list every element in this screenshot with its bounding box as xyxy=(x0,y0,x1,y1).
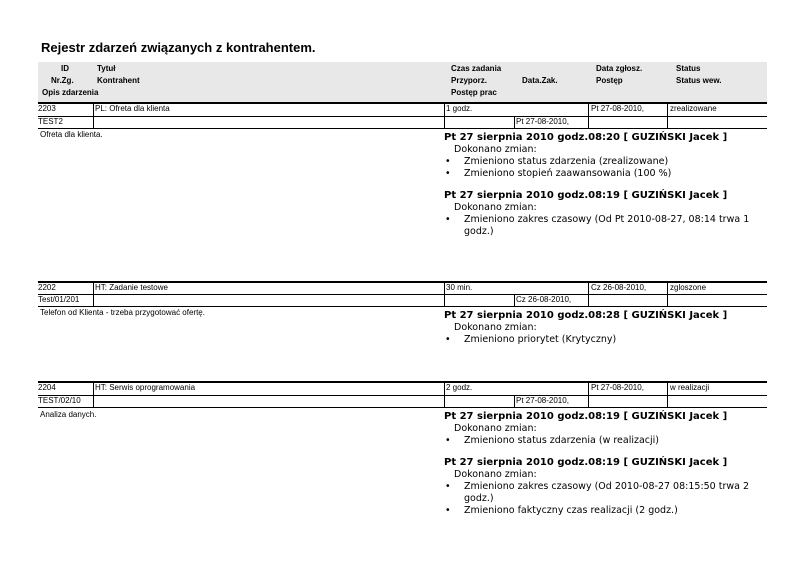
log-change: • Zmieniono status zdarzenia (zrealizowane) xyxy=(445,156,669,167)
bullet-icon: • xyxy=(445,214,451,225)
header-nr-zg: Nr.Zg. xyxy=(51,76,74,85)
record-nr: Test/01/201 xyxy=(38,295,80,304)
header-id: ID xyxy=(61,64,69,73)
log-entry-header: Pt 27 sierpnia 2010 godz.08:19 [ GUZIŃSKI Jacek ] xyxy=(444,411,728,422)
log-entry-subtitle: Dokonano zmian: xyxy=(454,469,537,480)
log-change: • Zmieniono zakres czasowy (Od 2010-08-27 08:15:50 trwa 2 godz.) xyxy=(445,481,750,504)
header-czas-zadania: Czas zadania xyxy=(451,64,502,73)
log-change: • Zmieniono faktyczny czas realizacji (2 godz.) xyxy=(445,505,678,516)
change-log xyxy=(444,131,764,247)
header-status: Status xyxy=(676,64,701,73)
record-completed-alt: Pt 27-08-2010, xyxy=(516,396,569,405)
header-status-wew: Status wew. xyxy=(676,76,722,85)
log-entry xyxy=(444,456,764,517)
header-przyporz: Przyporz. xyxy=(451,76,488,85)
bullet-icon: • xyxy=(445,334,451,345)
bullet-icon: • xyxy=(445,156,451,167)
bullet-icon: • xyxy=(445,168,451,179)
log-entry xyxy=(444,131,764,180)
record-title: PL: Ofreta dla klienta xyxy=(95,104,170,113)
table-header xyxy=(38,62,767,102)
log-entry-subtitle: Dokonano zmian: xyxy=(454,202,537,213)
log-change: • Zmieniono zakres czasowy (Od Pt 2010-08-27, 08:14 trwa 1 godz.) xyxy=(445,214,750,237)
log-entry xyxy=(444,410,764,447)
log-entry-subtitle: Dokonano zmian: xyxy=(454,322,537,333)
record-description: Analiza danych. xyxy=(40,410,97,419)
log-entry-subtitle: Dokonano zmian: xyxy=(454,423,537,434)
record-id: 2204 xyxy=(38,383,56,392)
record-id: 2202 xyxy=(38,283,56,292)
header-postep-prac: Postęp prac xyxy=(451,88,497,97)
record-reported: Cz 26-08-2010, xyxy=(591,283,647,292)
log-entry xyxy=(444,309,764,346)
record-reported: Pt 27-08-2010, xyxy=(591,383,644,392)
header-kontrahent: Kontrahent xyxy=(97,76,140,85)
header-postep: Postęp xyxy=(596,76,623,85)
bullet-icon: • xyxy=(445,435,451,446)
record-reported: Pt 27-08-2010, xyxy=(591,104,644,113)
record-title: HT: Serwis oprogramowania xyxy=(95,383,196,392)
record-id: 2203 xyxy=(38,104,56,113)
bullet-icon: • xyxy=(445,505,451,516)
record-status: zrealizowane xyxy=(670,104,717,113)
header-data-zglosz: Data zgłosz. xyxy=(596,64,643,73)
change-log xyxy=(444,309,764,355)
header-opis: Opis zdarzenia xyxy=(42,88,99,97)
record-time: 1 godz. xyxy=(446,104,473,113)
record-time: 30 min. xyxy=(446,283,473,292)
header-tytul: Tytuł xyxy=(97,64,116,73)
header-data-zak: Data.Zak. xyxy=(522,76,558,85)
record-nr: TEST/02/10 xyxy=(38,396,81,405)
log-entry-header: Pt 27 sierpnia 2010 godz.08:19 [ GUZIŃSKI Jacek ] xyxy=(444,190,728,201)
log-entry-subtitle: Dokonano zmian: xyxy=(454,144,537,155)
log-change: • Zmieniono status zdarzenia (w realizacji) xyxy=(445,435,660,446)
log-change: • Zmieniono priorytet (Krytyczny) xyxy=(445,334,617,345)
record-completed-alt: Cz 26-08-2010, xyxy=(516,295,572,304)
log-entry-header: Pt 27 sierpnia 2010 godz.08:28 [ GUZIŃSKI Jacek ] xyxy=(444,310,728,321)
record-description: Telefon od Klienta - trzeba przygotować ofertę. xyxy=(40,308,205,317)
log-entry xyxy=(444,189,764,238)
record-description: Ofreta dla klienta. xyxy=(40,130,103,139)
record-nr: TEST2 xyxy=(38,117,63,126)
log-entry-header: Pt 27 sierpnia 2010 godz.08:19 [ GUZIŃSKI Jacek ] xyxy=(444,457,728,468)
record-title: HT: Zadanie testowe xyxy=(95,283,168,292)
record-completed: Pt 27-08-2010, xyxy=(516,117,569,126)
record-status: zgloszone xyxy=(670,283,707,292)
log-entry-header: Pt 27 sierpnia 2010 godz.08:20 [ GUZIŃSKI Jacek ] xyxy=(444,132,728,143)
bullet-icon: • xyxy=(445,481,451,492)
report-title: Rejestr zdarzeń związanych z kontrahentem. xyxy=(41,40,316,55)
change-log xyxy=(444,410,764,526)
log-change: • Zmieniono stopień zaawansowania (100 %) xyxy=(445,168,672,179)
record-status: w realizacji xyxy=(670,383,710,392)
record-time: 2 godz. xyxy=(446,383,473,392)
